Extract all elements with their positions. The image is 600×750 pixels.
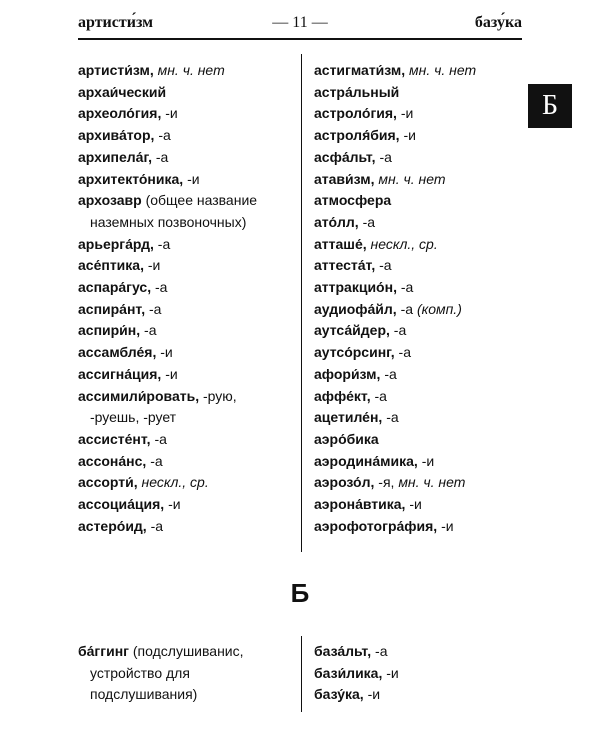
entry-headword: аэрофотогра́фия, [314, 517, 438, 534]
column-lower-right [314, 641, 536, 706]
entry-continuation-text: наземных позвоночных) [90, 213, 247, 230]
dictionary-entry [314, 407, 536, 429]
entry-inflection: -а [155, 279, 168, 296]
dictionary-entry [78, 494, 300, 516]
dictionary-entry [314, 472, 536, 494]
entry-headword: ассигна́ция, [78, 365, 162, 382]
entry-grammar-note: нескл., ср. [370, 235, 438, 252]
entry-inflection: -а [158, 127, 171, 144]
entry-headword: астеро́ид, [78, 517, 147, 534]
entry-continuation-text: устройство для [90, 664, 190, 681]
column-lower-left [78, 641, 300, 706]
dictionary-entry [78, 277, 300, 299]
entry-headword: ассисте́нт, [78, 430, 151, 447]
page-number: — 11 — [272, 14, 328, 31]
entry-headword: ацетиле́н, [314, 409, 383, 426]
dictionary-entry [78, 429, 300, 451]
entry-inflection: -а [386, 409, 399, 426]
entry-continuation [78, 684, 300, 706]
entry-continuation [78, 663, 300, 685]
entry-headword: аэрозо́л, [314, 474, 375, 491]
entry-headword: ассимили́ровать, [78, 387, 200, 404]
running-head-left: артисти́зм [78, 14, 154, 31]
entry-headword: ба́ггинг [78, 643, 129, 659]
dictionary-entry [314, 147, 536, 169]
entry-inflection: -и [147, 257, 161, 274]
dictionary-entry [314, 277, 536, 299]
entry-continuation-text: подслушивания) [90, 686, 198, 703]
dictionary-entry [314, 60, 536, 82]
dictionary-entry [314, 684, 536, 706]
entry-inflection: -а [393, 322, 407, 339]
entry-inflection: -и [165, 365, 178, 382]
dictionary-entry [78, 472, 300, 494]
entry-headword: ассамбле́я, [78, 344, 157, 361]
entry-inflection: -и [441, 517, 454, 534]
entry-inflection: -и [386, 664, 399, 681]
entry-headword: аэродина́мика, [314, 452, 418, 469]
entry-inflection: -а [400, 279, 414, 296]
entry-inflection: -а [400, 300, 414, 317]
dictionary-entry [78, 299, 300, 321]
column-upper-right [314, 60, 536, 537]
entry-inflection: -а [157, 235, 171, 252]
entry-headword: аспара́гус, [78, 279, 152, 296]
dictionary-entry [314, 429, 536, 451]
dictionary-entry [78, 516, 300, 538]
dictionary-entry [78, 255, 300, 277]
dictionary-entry [314, 494, 536, 516]
dictionary-entry [314, 299, 536, 321]
entry-grammar-note: (комп.) [416, 300, 462, 317]
dictionary-entry [314, 663, 536, 685]
entry-inflection: -и [187, 170, 200, 187]
dictionary-entry [78, 234, 300, 256]
entry-inflection: -а [144, 322, 157, 339]
entry-inflection: -а [379, 257, 392, 274]
column-divider-lower [301, 636, 302, 712]
entry-headword: ассорти́, [78, 474, 138, 491]
entry-headword: археоло́гия, [78, 105, 162, 122]
dictionary-entry [78, 342, 300, 364]
dictionary-entry [314, 82, 536, 104]
entry-inflection: -а [150, 517, 164, 534]
dictionary-entry [314, 364, 536, 386]
entry-inflection: -я, [378, 474, 395, 491]
entry-continuation [78, 407, 300, 429]
dictionary-entry [78, 364, 300, 386]
entry-headword: база́льт, [314, 643, 372, 659]
dictionary-entry [78, 386, 300, 408]
entry-inflection: -а [375, 643, 388, 659]
entry-grammar-note: мн. ч. нет [398, 474, 466, 491]
entry-headword: аттеста́т, [314, 257, 376, 274]
entry-headword: астроло́гия, [314, 105, 397, 122]
entry-inflection: -и [421, 452, 435, 469]
header-rule [78, 38, 522, 40]
entry-headword: архипела́г, [78, 148, 152, 165]
entry-headword: аспира́нт, [78, 300, 146, 317]
entry-headword: астроля́бия, [314, 127, 400, 144]
dictionary-entry [78, 190, 300, 212]
dictionary-entry [314, 169, 536, 191]
entry-inflection: -и [165, 105, 178, 122]
dictionary-entry [314, 320, 536, 342]
entry-headword: астигмати́зм, [314, 62, 406, 78]
entry-headword: асе́птика, [78, 257, 144, 274]
running-head [78, 10, 522, 36]
entry-headword: ато́лл, [314, 213, 359, 230]
entry-inflection: -и [400, 105, 414, 122]
dictionary-entry [314, 342, 536, 364]
entry-grammar-note: мн. ч. нет [157, 62, 225, 78]
entry-continuation-text: -руешь, -рует [90, 409, 177, 426]
entry-headword: аэрона́втика, [314, 496, 406, 513]
column-upper-left [78, 60, 300, 537]
entry-headword: артисти́зм, [78, 62, 154, 78]
entry-inflection: -и [168, 496, 181, 513]
dictionary-entry [78, 169, 300, 191]
dictionary-entry [78, 320, 300, 342]
entry-headword: аудиофа́йл, [314, 300, 397, 317]
entry-inflection: -и [160, 344, 173, 361]
entry-headword: аутсо́рсинг, [314, 344, 395, 361]
dictionary-entry [314, 103, 536, 125]
entry-headword: атмосфера [314, 192, 392, 209]
entry-inflection: -а [155, 148, 169, 165]
entry-headword: архитекто́ника, [78, 170, 184, 187]
entry-inflection: -а [362, 213, 376, 230]
column-divider-upper [301, 54, 302, 552]
dictionary-entry [314, 190, 536, 212]
entry-headword: аспири́н, [78, 322, 141, 339]
running-head-right: базу́ка [474, 14, 522, 31]
dictionary-entry [314, 212, 536, 234]
dictionary-entry [78, 103, 300, 125]
dictionary-entry [314, 516, 536, 538]
entry-grammar-note: нескл., ср. [141, 474, 209, 491]
entry-inflection: (общее название [145, 192, 258, 209]
entry-inflection: -а [384, 365, 397, 382]
entry-headword: арьерга́рд, [78, 235, 154, 252]
dictionary-entry [78, 147, 300, 169]
dictionary-entry [314, 451, 536, 473]
entry-headword: афори́зм, [314, 365, 381, 382]
entry-inflection: -а [154, 430, 167, 447]
entry-headword: бази́лика, [314, 664, 383, 681]
dictionary-entry [78, 82, 300, 104]
dictionary-entry [78, 451, 300, 473]
entry-headword: аутса́йдер, [314, 322, 390, 339]
dictionary-entry [78, 641, 300, 663]
entry-headword: ассоциа́ция, [78, 496, 165, 513]
entry-headword: атави́зм, [314, 170, 375, 187]
entry-inflection: -и [409, 496, 422, 513]
entry-headword: ассона́нс, [78, 452, 147, 469]
entry-inflection: -а [374, 387, 387, 404]
dictionary-entry [78, 60, 300, 82]
entry-inflection: -а [398, 344, 411, 361]
entry-inflection: -рую, [202, 387, 237, 404]
dictionary-entry [314, 125, 536, 147]
entry-headword: асфа́льт, [314, 148, 376, 165]
dictionary-entry [314, 234, 536, 256]
entry-inflection: -и [367, 686, 381, 703]
entry-headword: атташе́, [314, 235, 367, 252]
section-letter: Б [290, 578, 310, 608]
entry-inflection: -а [149, 300, 162, 317]
entry-headword: аттракцио́н, [314, 279, 397, 296]
dictionary-entry [314, 386, 536, 408]
entry-headword: астра́льный [314, 83, 400, 100]
entry-headword: базу́ка, [314, 686, 364, 703]
dictionary-entry [314, 641, 536, 663]
entry-headword: архива́тор, [78, 127, 155, 144]
thumb-index-tab: Б [528, 84, 572, 128]
entry-inflection: -а [150, 452, 163, 469]
entry-inflection: -а [379, 148, 392, 165]
dictionary-entry [78, 125, 300, 147]
entry-grammar-note: мн. ч. нет [409, 62, 477, 78]
entry-headword: архозавр [78, 192, 142, 209]
entry-headword: архаи́ческий [78, 83, 167, 100]
entry-headword: аэро́бика [314, 430, 379, 447]
entry-headword: аффе́кт, [314, 387, 371, 404]
entry-inflection: (подслушиванис, [132, 643, 244, 659]
entry-inflection: -и [403, 127, 416, 144]
dictionary-entry [314, 255, 536, 277]
entry-grammar-note: мн. ч. нет [378, 170, 446, 187]
entry-continuation [78, 212, 300, 234]
